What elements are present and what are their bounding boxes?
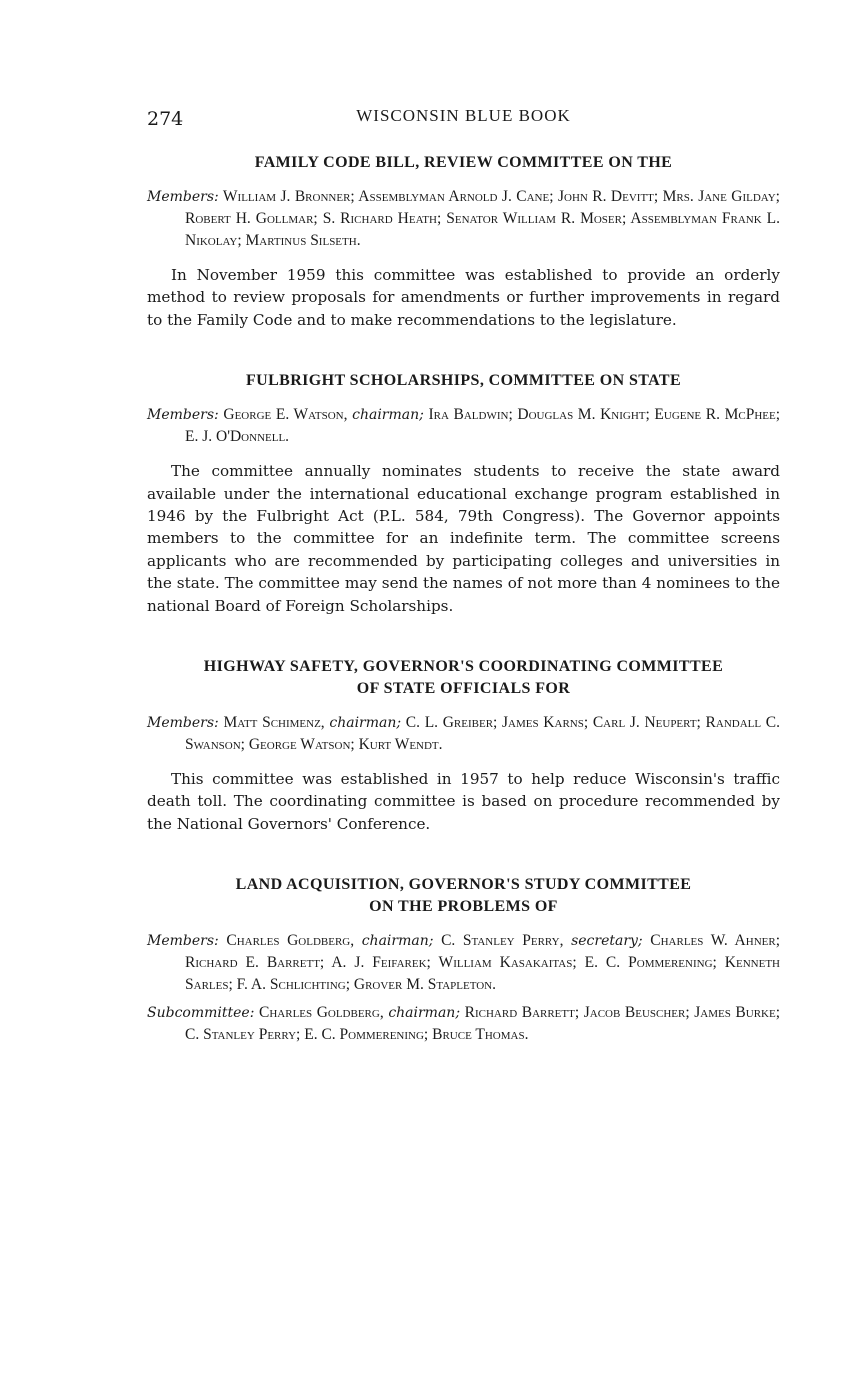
sub-chairman-role: chairman; bbox=[388, 1005, 461, 1022]
section-heading: FULBRIGHT SCHOLARSHIPS, COMMITTEE ON STATE bbox=[245, 372, 682, 390]
members-names: Charles W. Ahner; Richard E. Barrett; A. J. Feifarek; William Kasakaitas; E. C. Pommerening; Kenneth Sarles; F. A. Schlichting; Grover M. Stapleton. bbox=[185, 932, 780, 994]
subcommittee-label: Subcommittee: bbox=[147, 1005, 255, 1022]
section-heading bbox=[147, 656, 780, 700]
secretary-role: secretary; bbox=[571, 933, 643, 950]
members-names: William J. Bronner; Assemblyman Arnold J. Cane; John R. Devitt; Mrs. Jane Gilday; Robert H. Gollmar; S. Richard Heath; Senator William R. Moser; Assemblyman Frank L. Nikolay; Martinus Silseth. bbox=[185, 188, 780, 249]
chairman-name: George E. Watson, bbox=[223, 406, 348, 424]
chairman-role: chairman; bbox=[329, 715, 402, 732]
members-label: Members: bbox=[147, 407, 219, 424]
chairman-name: Matt Schimenz, bbox=[223, 714, 325, 732]
members-label: Members: bbox=[147, 189, 219, 205]
members-list bbox=[147, 186, 780, 252]
chairman-name: Charles Goldberg, bbox=[226, 932, 355, 950]
running-title: WISCONSIN BLUE BOOK bbox=[356, 106, 571, 125]
chairman-role: chairman; bbox=[361, 933, 434, 950]
members-names: Ira Baldwin; Douglas M. Knight; Eugene R. McPhee; E. J. O'Donnell. bbox=[185, 406, 781, 446]
section-fulbright bbox=[147, 370, 780, 617]
section-heading: FAMILY CODE BILL, REVIEW COMMITTEE ON THE bbox=[254, 154, 673, 171]
subcommittee-names: Richard Barrett; Jacob Beuscher; James Burke; C. Stanley Perry; E. C. Pommerening; Bruce Thomas. bbox=[185, 1004, 781, 1044]
heading-line-1: HIGHWAY SAFETY, GOVERNOR'S COORDINATING COMMITTEE bbox=[203, 658, 724, 676]
section-land-acquisition bbox=[147, 874, 780, 1046]
members-list bbox=[147, 930, 780, 996]
section-paragraph: In November 1959 this committee was established to provide an orderly method to review proposals for amendments or further improvements in regard to the Family Code and to make recommendations to the legislature. bbox=[147, 266, 780, 329]
section-paragraph: This committee was established in 1957 to help reduce Wisconsin's traffic death toll. The coordinating committee is based on procedure recommended by the National Governors' Conference. bbox=[147, 770, 780, 833]
page-number: 274 bbox=[147, 108, 184, 130]
page-header bbox=[147, 104, 780, 130]
sub-chairman-name: Charles Goldberg, bbox=[259, 1004, 384, 1022]
subcommittee-list bbox=[147, 1002, 781, 1046]
page bbox=[147, 104, 780, 1046]
members-label: Members: bbox=[147, 715, 219, 732]
heading-line-1: LAND ACQUISITION, GOVERNOR'S STUDY COMMITTEE bbox=[235, 876, 692, 894]
members-label: Members: bbox=[147, 933, 219, 950]
section-heading bbox=[147, 874, 780, 918]
chairman-role: chairman; bbox=[352, 407, 424, 424]
members-list bbox=[147, 404, 781, 448]
heading-line-2: OF STATE OFFICIALS FOR bbox=[356, 680, 571, 698]
secretary-name: C. Stanley Perry, bbox=[441, 932, 564, 950]
members-names: C. L. Greiber; James Karns; Carl J. Neupert; Randall C. Swanson; George Watson; Kurt Wendt. bbox=[185, 714, 780, 754]
section-family-code bbox=[147, 152, 780, 331]
section-highway-safety bbox=[147, 656, 780, 835]
members-list bbox=[147, 712, 780, 756]
section-paragraph: The committee annually nominates students to receive the state award available under the international educational exchange program established in 1946 by the Fulbright Act (P.L. 584, 79th Congress). The Governor appoints members to the committee for an indefinite term. The committee screens applicants who are recommended by participating colleges and universities in the state. The committee may send the names of not more than 4 nominees to the national Board of Foreign Scholarships. bbox=[147, 462, 780, 615]
heading-line-2: ON THE PROBLEMS OF bbox=[369, 898, 558, 916]
